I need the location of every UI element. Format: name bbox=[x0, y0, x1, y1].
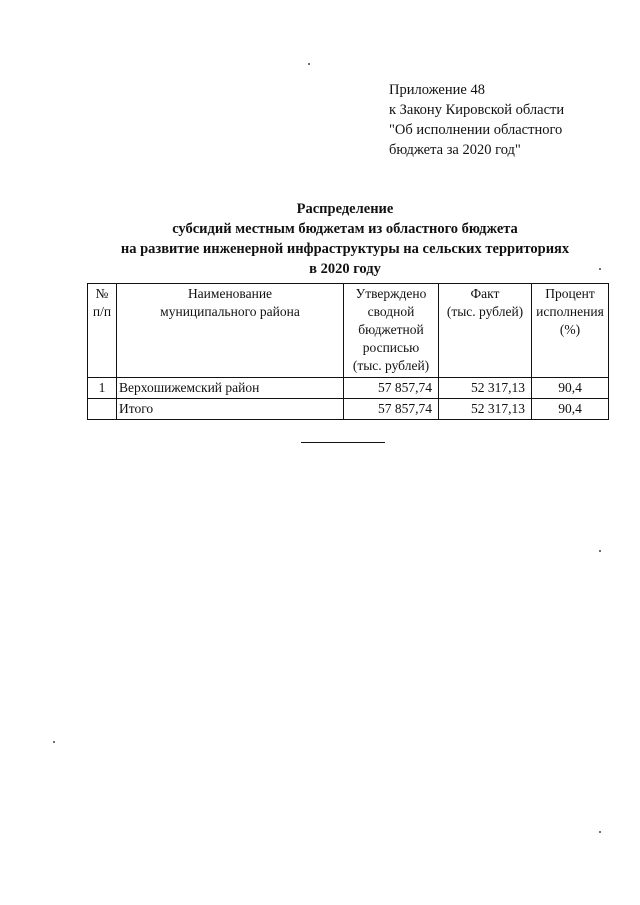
header-fact bbox=[439, 284, 532, 378]
scan-speck bbox=[53, 741, 55, 743]
title-line: в 2020 году bbox=[309, 261, 381, 277]
title-line: на развитие инженерной инфраструктуры на сельских территориях bbox=[120, 241, 570, 257]
header-plan-line: бюджетной bbox=[358, 322, 424, 337]
header-name-line: муниципального района bbox=[160, 304, 300, 319]
appendix-line: бюджета за 2020 год" bbox=[389, 142, 521, 158]
header-percent-line: исполнения bbox=[536, 304, 604, 319]
cell-plan: 57 857,74 bbox=[344, 378, 439, 399]
header-name-line: Наименование bbox=[187, 286, 273, 301]
cell-percent: 90,4 bbox=[532, 399, 609, 420]
header-percent-line: (%) bbox=[559, 322, 581, 337]
document-title bbox=[0, 199, 640, 279]
appendix-line: "Об исполнении областного bbox=[389, 122, 563, 138]
appendix-line: к Закону Кировской области bbox=[389, 102, 565, 118]
cell-fact: 52 317,13 bbox=[439, 399, 532, 420]
table-header-row bbox=[88, 284, 609, 378]
header-num bbox=[88, 284, 117, 378]
cell-name: Итого bbox=[117, 399, 344, 420]
table-total-row bbox=[88, 399, 609, 420]
subsidy-table bbox=[87, 283, 609, 420]
header-fact-line: (тыс. рублей) bbox=[446, 304, 524, 319]
header-percent-line: Процент bbox=[545, 286, 595, 301]
table-row bbox=[88, 378, 609, 399]
scan-speck bbox=[308, 63, 310, 65]
title-line: субсидий местным бюджетам из областного бюджета bbox=[172, 221, 518, 237]
scan-speck bbox=[599, 550, 601, 552]
cell-percent: 90,4 bbox=[532, 378, 609, 399]
header-plan-line: (тыс. рублей) bbox=[352, 358, 430, 373]
end-divider bbox=[301, 442, 385, 443]
cell-num bbox=[88, 399, 117, 420]
appendix-line: Приложение 48 bbox=[389, 82, 485, 98]
cell-name: Верхошижемский район bbox=[117, 378, 344, 399]
appendix-block bbox=[389, 80, 564, 160]
scan-speck bbox=[599, 268, 601, 270]
cell-plan: 57 857,74 bbox=[344, 399, 439, 420]
title-line: Распределение bbox=[296, 201, 394, 217]
header-plan-line: росписью bbox=[362, 340, 420, 355]
header-plan bbox=[344, 284, 439, 378]
header-percent bbox=[532, 284, 609, 378]
header-num-line: № bbox=[95, 286, 109, 301]
cell-fact: 52 317,13 bbox=[439, 378, 532, 399]
scan-speck bbox=[599, 831, 601, 833]
cell-num: 1 bbox=[88, 378, 117, 399]
header-fact-line: Факт bbox=[470, 286, 500, 301]
header-num-line: п/п bbox=[92, 304, 112, 319]
header-plan-line: сводной bbox=[367, 304, 415, 319]
header-name bbox=[117, 284, 344, 378]
header-plan-line: Утверждено bbox=[355, 286, 427, 301]
